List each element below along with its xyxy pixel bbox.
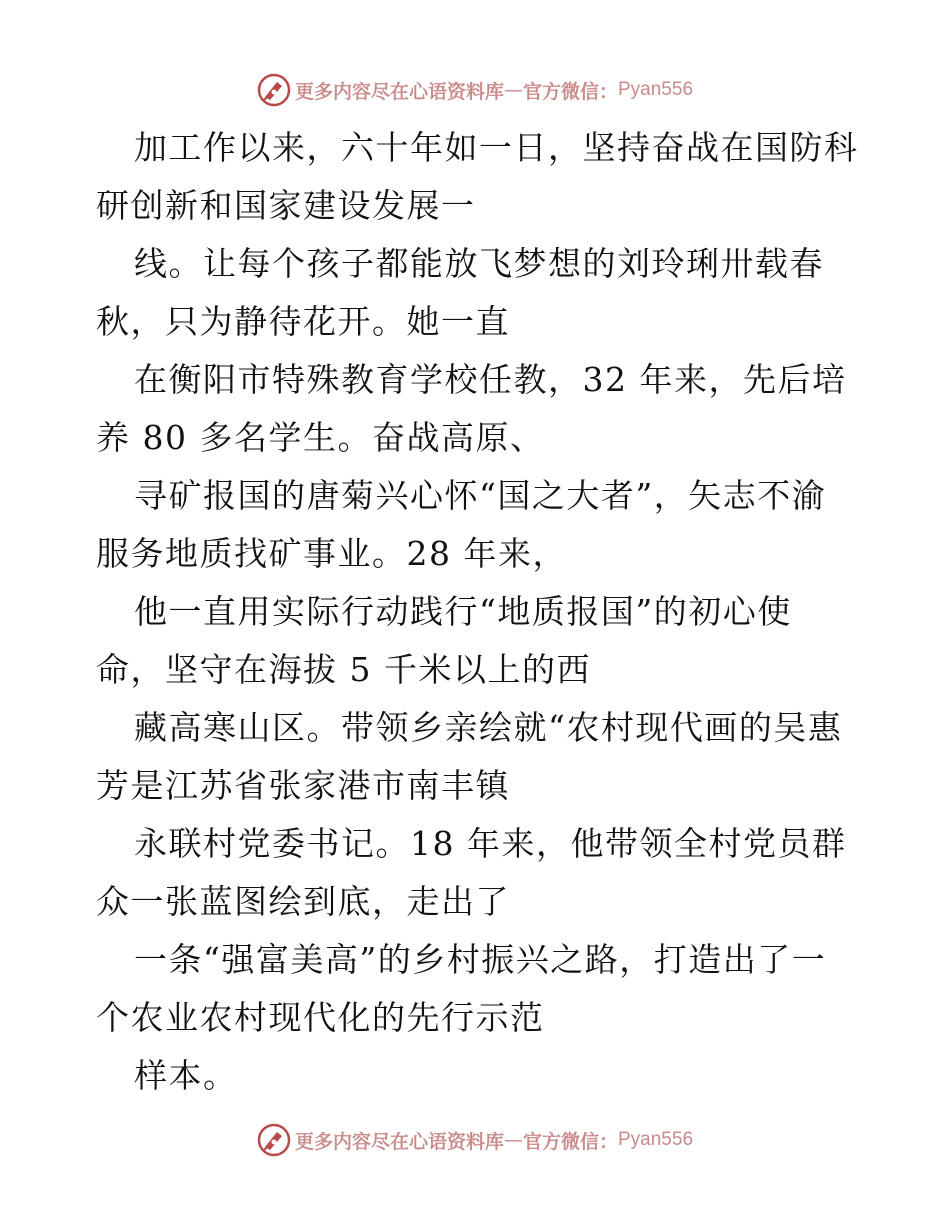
wechat-label: 官方微信： [522,1130,618,1153]
wechat-id: Pyan556 [618,79,694,100]
pen-nib-logo-icon [257,1123,291,1157]
text-line: 线。让每个孩子都能放飞梦想的刘玲琍卅载春 [134,244,824,283]
wechat-label: 官方微信： [522,80,618,103]
text-line: 加工作以来，六十年如一日，坚持奋战在国防科 [134,128,859,167]
text-line: 养 80 多名学生。奋战高原、 [96,418,545,457]
wechat-id: Pyan556 [618,1129,694,1150]
banner-dash: — [503,1129,523,1151]
text-line: 个农业农村现代化的先行示范 [96,998,545,1037]
header-banner [0,70,950,110]
text-line: 秋，只为静待花开。她一直 [96,302,510,341]
banner-dash: — [503,79,523,101]
site-name-text: 更多内容尽在心语资料库 [294,1130,504,1153]
text-line: 永联村党委书记。18 年来，他带领全村党员群 [134,824,847,863]
text-line: 寻矿报国的唐菊兴心怀“国之大者”，矢志不渝 [134,476,827,515]
text-line: 命，坚守在海拔 5 千米以上的西 [96,650,591,689]
text-line: 研创新和国家建设发展一 [96,186,476,225]
footer-banner [0,1120,950,1160]
text-line: 众一张蓝图绘到底，走出了 [96,882,510,921]
text-line: 藏高寒山区。带领乡亲绘就“农村现代画的吴惠 [134,708,843,747]
text-line: 一条“强富美高”的乡村振兴之路，打造出了一 [134,940,827,979]
text-line: 在衡阳市特殊教育学校任教，32 年来，先后培 [134,360,847,399]
text-line: 样本。 [134,1056,238,1095]
text-line: 芳是江苏省张家港市南丰镇 [96,766,510,805]
text-line: 服务地质找矿事业。28 年来， [96,534,567,573]
text-line: 他一直用实际行动践行“地质报国”的初心使 [134,592,792,631]
site-name-text: 更多内容尽在心语资料库 [294,80,504,103]
pen-nib-logo-icon [257,73,291,107]
